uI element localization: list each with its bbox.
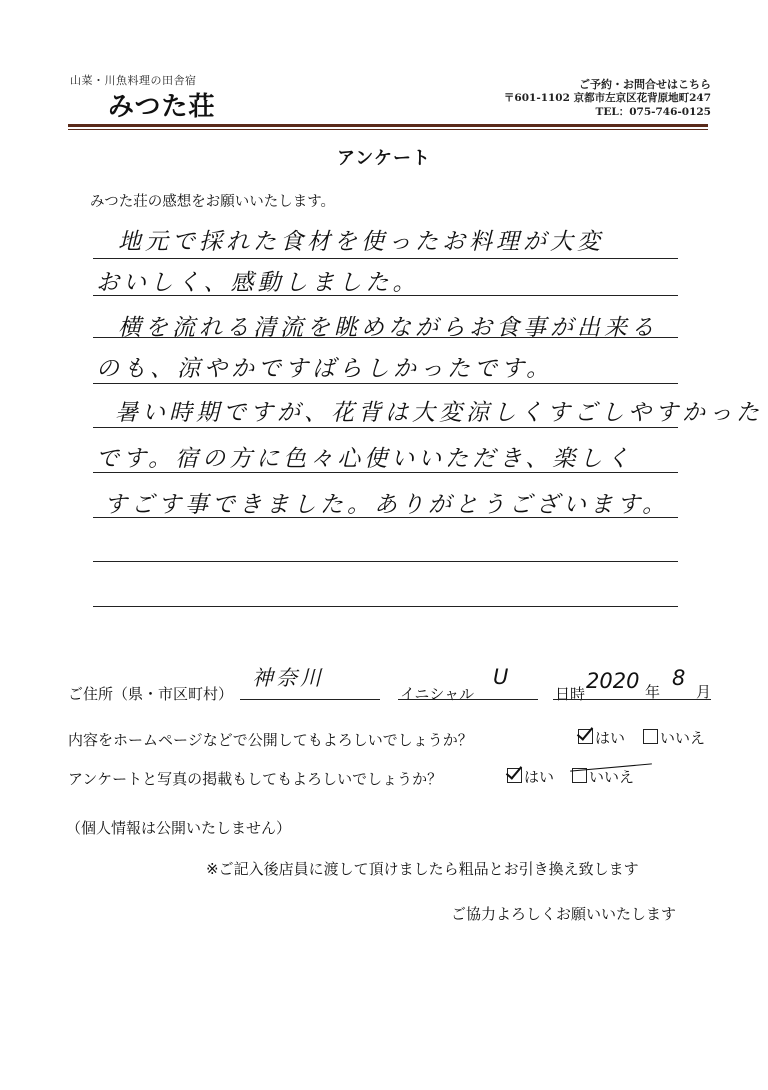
address-value: 神奈川 [252, 666, 324, 690]
q1-no-option[interactable] [643, 727, 705, 748]
question-1-text: 内容をホームページなどで公開してもよろしいでしょうか？ [68, 731, 473, 749]
survey-prompt: みつた荘の感想をお願いいたします。 [90, 194, 336, 210]
initial-underline [398, 699, 538, 700]
q2-yes-checkbox[interactable] [507, 768, 522, 783]
q1-no-checkbox[interactable] [643, 729, 658, 744]
q1-yes-label: はい [595, 729, 626, 747]
handwritten-line-2: おいしく、感動しました。 [96, 270, 420, 296]
initial-value: U [493, 665, 512, 689]
ruled-line [93, 427, 678, 428]
handwritten-line-1: 地元で採れた食材を使ったお料理が大変 [118, 229, 604, 255]
contact-tel: TEL：075-746-0125 [595, 106, 711, 118]
contact-address: 〒601-1102 京都市左京区花背原地町247 [503, 92, 711, 104]
ruled-line [93, 383, 678, 384]
logo-brand: みつた荘 [108, 92, 216, 122]
ruled-line [93, 337, 678, 338]
survey-title: アンケート [337, 148, 431, 169]
handwritten-line-7: すごす事できました。ありがとうございます。 [104, 492, 670, 518]
privacy-note: （個人情報は公開いたしません） [66, 819, 292, 837]
question-2-text: アンケートと写真の掲載もしてもよろしいでしょうか？ [68, 770, 443, 788]
ruled-line [93, 295, 678, 296]
year-unit: 年 [645, 683, 661, 701]
q1-no-label: いいえ [660, 729, 706, 747]
month-value: 8 [672, 666, 689, 690]
ruled-line [93, 472, 678, 473]
handwritten-line-3: 横を流れる清流を眺めながらお食事が出来る [118, 315, 658, 341]
gift-note: ※ご記入後店員に渡して頂けましたら粗品とお引き換え致します [206, 860, 639, 878]
month-unit: 月 [696, 683, 712, 701]
date-label: 日時 [555, 685, 586, 703]
ruled-line [93, 561, 678, 562]
handwritten-line-5: 暑い時期ですが、花背は大変涼しくすごしやすかった [115, 400, 763, 426]
date-underline [553, 699, 711, 700]
q1-yes-option[interactable] [578, 727, 625, 748]
q2-no-label: いいえ [589, 768, 635, 786]
q2-yes-option[interactable] [507, 766, 554, 787]
handwritten-line-4: のも、涼やかですばらしかったです。 [96, 356, 554, 382]
q1-yes-checkbox[interactable] [578, 729, 593, 744]
q2-yes-label: はい [524, 768, 555, 786]
initial-label: イニシャル [400, 685, 475, 703]
handwritten-line-6: です。宿の方に色々心使いいただき、楽しく [96, 446, 634, 472]
thanks-note: ご協力よろしくお願いいたします [451, 905, 677, 923]
logo-tagline: 山菜・川魚料理の田舎宿 [70, 74, 197, 87]
header-divider [68, 124, 708, 130]
ruled-line [93, 517, 678, 518]
address-label: ご住所（県・市区町村） [68, 685, 234, 703]
address-underline [240, 699, 380, 700]
ruled-line [93, 258, 678, 259]
year-value: 2020 [586, 669, 640, 693]
contact-label: ご予約・お問合せはこちら [579, 78, 711, 91]
ruled-line [93, 606, 678, 607]
